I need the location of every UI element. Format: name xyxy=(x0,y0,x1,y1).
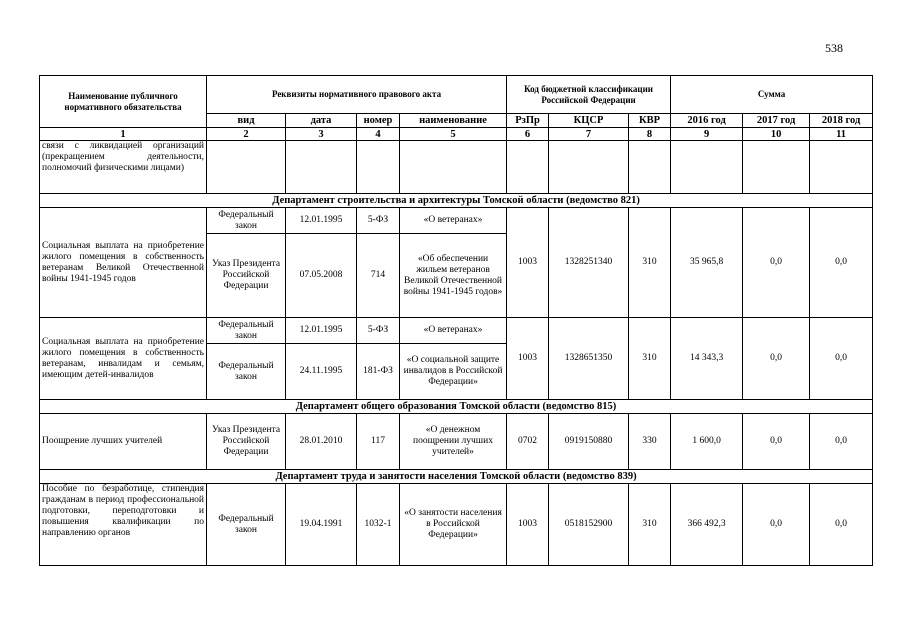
rzpr-cell: 1003 xyxy=(507,484,549,566)
header-kvr: КВР xyxy=(629,114,671,128)
act-type-cell: Федеральный закон xyxy=(207,318,286,344)
act-number-cell: 5-ФЗ xyxy=(357,208,400,234)
budget-obligations-table xyxy=(39,75,873,566)
sum-2016-cell: 14 343,3 xyxy=(671,318,743,400)
header-obligation: Наименование публичного нормативного обязательства xyxy=(40,76,207,128)
col-number: 6 xyxy=(507,128,549,141)
act-date-cell: 07.05.2008 xyxy=(286,234,357,318)
sum-2018-cell: 0,0 xyxy=(810,484,873,566)
kvr-cell: 330 xyxy=(629,414,671,470)
sum-2016-cell: 366 492,3 xyxy=(671,484,743,566)
act-name-cell: «Об обеспечении жильем ветеранов Великой Отечественной войны 1941-1945 годов» xyxy=(400,234,507,318)
header-kcsr: КЦСР xyxy=(549,114,629,128)
sum-2017-cell: 0,0 xyxy=(743,208,810,318)
kcsr-cell: 1328251340 xyxy=(549,208,629,318)
header-rzpr: РзПр xyxy=(507,114,549,128)
header-2016: 2016 год xyxy=(671,114,743,128)
act-number-cell: 714 xyxy=(357,234,400,318)
act-date-cell: 12.01.1995 xyxy=(286,208,357,234)
act-type-cell: Федеральный закон xyxy=(207,484,286,566)
col-number: 9 xyxy=(671,128,743,141)
obligation-cell: Пособие по безработице, стипендия гражданам в период профессиональной подготовки, переподготовки и повышения квалификации по направлению органов xyxy=(40,484,207,566)
rzpr-cell: 1003 xyxy=(507,318,549,400)
department-row xyxy=(40,194,873,208)
header-number: номер xyxy=(357,114,400,128)
act-type-cell: Указ Президента Российской Федерации xyxy=(207,414,286,470)
col-number: 3 xyxy=(286,128,357,141)
act-type-cell: Федеральный закон xyxy=(207,208,286,234)
department-title: Департамент труда и занятости населения Томской области (ведомство 839) xyxy=(40,470,873,484)
obligation-cell: Поощрение лучших учителей xyxy=(40,414,207,470)
obligation-cell: Социальная выплата на приобретение жилого помещения в собственность ветеранам Великой Отечественной войны 1941-1945 годов xyxy=(40,208,207,318)
department-title: Департамент строительства и архитектуры Томской области (ведомство 821) xyxy=(40,194,873,208)
sum-2018-cell: 0,0 xyxy=(810,318,873,400)
kcsr-cell: 0518152900 xyxy=(549,484,629,566)
header-row-top xyxy=(40,76,873,114)
col-number: 2 xyxy=(207,128,286,141)
obligation-cell: Социальная выплата на приобретение жилого помещения в собственность ветеранам, инвалидам и семьям, имеющим детей-инвалидов xyxy=(40,318,207,400)
kcsr-cell: 1328651350 xyxy=(549,318,629,400)
act-type-cell: Указ Президента Российской Федерации xyxy=(207,234,286,318)
act-number-cell: 1032-1 xyxy=(357,484,400,566)
header-name: наименование xyxy=(400,114,507,128)
col-number: 8 xyxy=(629,128,671,141)
sum-2018-cell: 0,0 xyxy=(810,414,873,470)
act-number-cell: 117 xyxy=(357,414,400,470)
act-name-cell: «О занятости населения в Российской Федерации» xyxy=(400,484,507,566)
sum-2017-cell: 0,0 xyxy=(743,318,810,400)
act-date-cell: 12.01.1995 xyxy=(286,318,357,344)
page-number: 538 xyxy=(825,41,843,55)
col-number: 7 xyxy=(549,128,629,141)
table-row xyxy=(40,141,873,194)
header-2017: 2017 год xyxy=(743,114,810,128)
kvr-cell: 310 xyxy=(629,318,671,400)
column-number-row xyxy=(40,128,873,141)
act-number-cell: 5-ФЗ xyxy=(357,318,400,344)
header-budget-classification: Код бюджетной классификации Российской Федерации xyxy=(507,76,671,114)
act-date-cell: 24.11.1995 xyxy=(286,344,357,400)
col-number: 4 xyxy=(357,128,400,141)
table-row xyxy=(40,208,873,234)
act-name-cell: «О денежном поощрении лучших учителей» xyxy=(400,414,507,470)
sum-2017-cell: 0,0 xyxy=(743,484,810,566)
header-type: вид xyxy=(207,114,286,128)
col-number: 10 xyxy=(743,128,810,141)
act-name-cell: «О ветеранах» xyxy=(400,208,507,234)
col-number: 5 xyxy=(400,128,507,141)
col-number: 11 xyxy=(810,128,873,141)
kcsr-cell: 0919150880 xyxy=(549,414,629,470)
kvr-cell: 310 xyxy=(629,484,671,566)
table-row xyxy=(40,414,873,470)
header-sum: Сумма xyxy=(671,76,873,114)
act-name-cell: «О ветеранах» xyxy=(400,318,507,344)
table-row xyxy=(40,484,873,566)
obligation-cell: связи с ликвидацией организаций (прекращением деятельности, полномочий физическими лицами) xyxy=(40,141,207,194)
sum-2016-cell: 35 965,8 xyxy=(671,208,743,318)
sum-2018-cell: 0,0 xyxy=(810,208,873,318)
table-row xyxy=(40,318,873,344)
act-date-cell: 28.01.2010 xyxy=(286,414,357,470)
rzpr-cell: 0702 xyxy=(507,414,549,470)
header-date: дата xyxy=(286,114,357,128)
act-name-cell: «О социальной защите инвалидов в Российской Федерации» xyxy=(400,344,507,400)
act-number-cell: 181-ФЗ xyxy=(357,344,400,400)
kvr-cell: 310 xyxy=(629,208,671,318)
act-type-cell: Федеральный закон xyxy=(207,344,286,400)
department-title: Департамент общего образования Томской области (ведомство 815) xyxy=(40,400,873,414)
col-number: 1 xyxy=(40,128,207,141)
department-row xyxy=(40,400,873,414)
header-act-requisites: Реквизиты нормативного правового акта xyxy=(207,76,507,114)
sum-2016-cell: 1 600,0 xyxy=(671,414,743,470)
department-row xyxy=(40,470,873,484)
header-2018: 2018 год xyxy=(810,114,873,128)
sum-2017-cell: 0,0 xyxy=(743,414,810,470)
act-date-cell: 19.04.1991 xyxy=(286,484,357,566)
rzpr-cell: 1003 xyxy=(507,208,549,318)
